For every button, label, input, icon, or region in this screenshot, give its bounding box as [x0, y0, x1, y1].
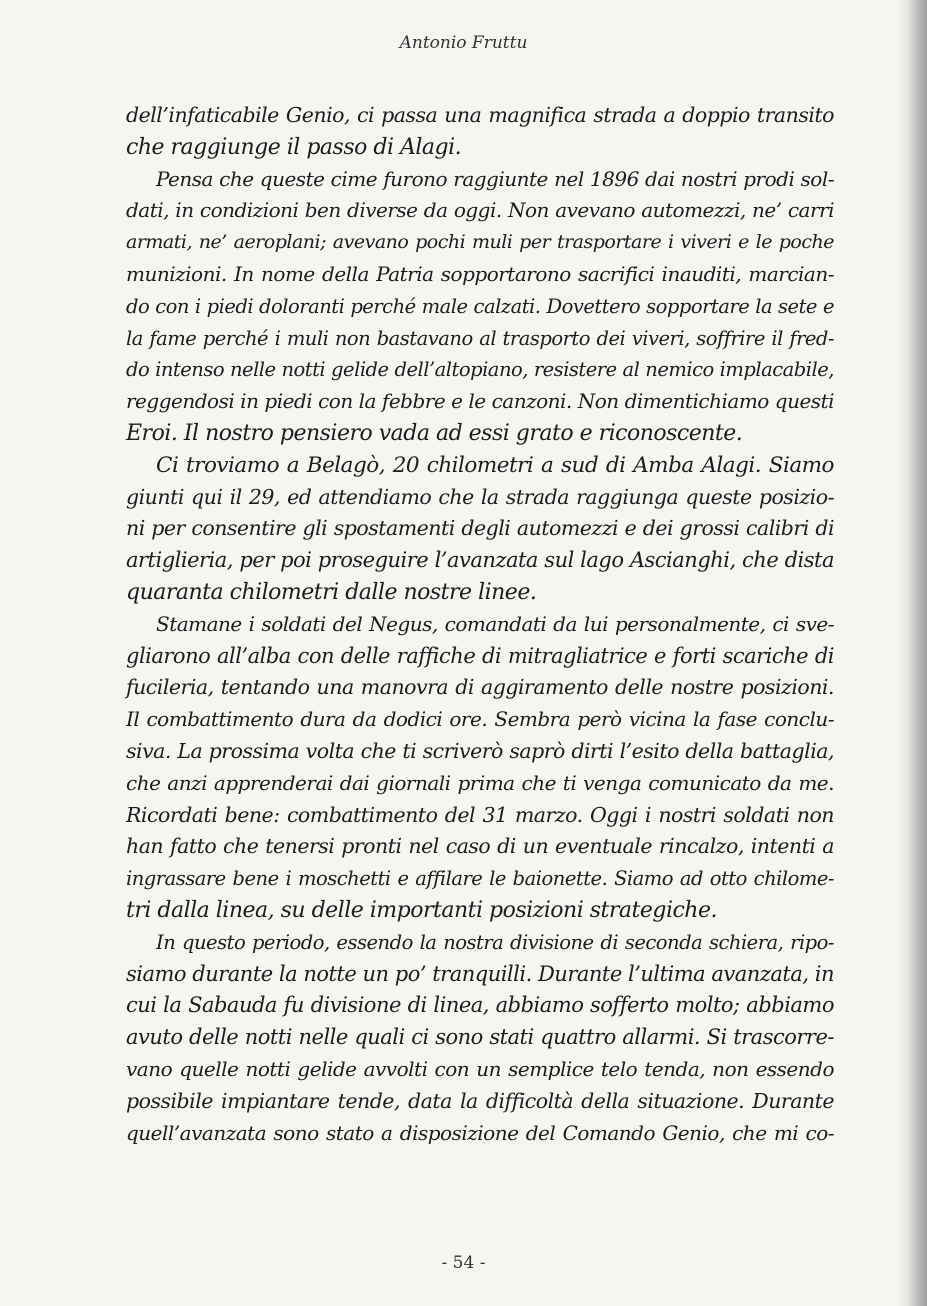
text-line: Pensa che queste cime furono raggiunte nel 1896 dai nostri prodi sol- [156, 166, 834, 191]
text-line: che anzi apprenderai dai giornali prima che ti venga comunicato da me. [126, 770, 834, 795]
text-line: siamo durante la notte un po’ tranquilli. Durante l’ultima avanzata, in [126, 961, 834, 986]
text-line: siva. La prossima volta che ti scriverò saprò dirti l’esito della battaglia, [126, 738, 834, 763]
text-line: artiglieria, per poi proseguire l’avanzata sul lago Ascianghi, che dista [126, 548, 834, 573]
text-line: dati, in condizioni ben diverse da oggi. Non avevano automezzi, ne’ carri [126, 198, 834, 223]
text-line: fucileria, tentando una manovra di aggiramento delle nostre posizioni. [126, 675, 834, 700]
text-line: In questo periodo, essendo la nostra divisione di seconda schiera, ripo- [156, 930, 834, 954]
text-line: gliarono all’alba con delle raffiche di mitragliatrice e forti scariche di [126, 643, 834, 668]
text-line: munizioni. In nome della Patria sopportarono sacrifici inauditi, marcian- [126, 261, 834, 286]
text-line: vano quelle notti gelide avvolti con un semplice telo tenda, non essendo [126, 1056, 834, 1081]
text-line: Stamane i soldati del Negus, comandati da lui personalmente, ci sve- [156, 611, 834, 636]
text-line: giunti qui il 29, ed attendiamo che la strada raggiunga queste posizio- [126, 484, 834, 509]
text-line: avuto delle notti nelle quali ci sono stati quattro allarmi. Si trascorre- [126, 1025, 834, 1050]
text-line: armati, ne’ aeroplani; avevano pochi muli per trasportare i viveri e le poche [126, 231, 834, 254]
text-line: ingrassare bene i moschetti e affilare le baionette. Siamo ad otto chilome- [126, 867, 834, 891]
text-line: do intenso nelle notti gelide dell’altopiano, resistere al nemico implacabile, [126, 358, 834, 382]
text-line: Ci troviamo a Belagò, 20 chilometri a sud di Amba Alagi. Siamo [156, 452, 834, 478]
running-header: Antonio Fruttu [399, 33, 528, 53]
page-number: - 54 - [441, 1253, 486, 1273]
text-line: reggendosi in piedi con la febbre e le canzoni. Non dimentichiamo questi [126, 389, 834, 414]
text-line: do con i piedi doloranti perché male calzati. Dovettero sopportare la sete e [126, 294, 834, 318]
text-line: la fame perché i muli non bastavano al trasporto dei viveri, soffrire il fred- [126, 326, 834, 350]
text-line: quell’avanzata sono stato a disposizione del Comando Genio, che mi co- [126, 1120, 834, 1145]
text-line: quaranta chilometri dalle nostre linee. [126, 579, 537, 605]
text-line: cui la Sabauda fu divisione di linea, abbiamo sofferto molto; abbiamo [126, 993, 834, 1018]
text-line: Eroi. Il nostro pensiero vada ad essi grato e riconoscente. [126, 420, 743, 446]
text-line: Il combattimento dura da dodici ore. Sembra però vicina la fase conclu- [126, 707, 834, 732]
text-line: dell’infaticabile Genio, ci passa una magnifica strada a doppio transito [126, 103, 834, 127]
text-line: ni per consentire gli spostamenti degli automezzi e dei grossi calibri di [126, 516, 834, 541]
text-line: possibile impiantare tende, data la difficoltà della situazione. Durante [126, 1088, 834, 1113]
text-line: Ricordati bene: combattimento del 31 marzo. Oggi i nostri soldati non [126, 802, 834, 827]
text-line: tri dalla linea, su delle importanti posizioni strategiche. [126, 897, 717, 923]
text-line: han fatto che tenersi pronti nel caso di un eventuale rincalzo, intenti a [126, 834, 834, 859]
body-text [126, 100, 834, 1149]
text-line: che raggiunge il passo di Alagi. [126, 134, 462, 160]
book-spine-shadow [897, 0, 927, 1306]
